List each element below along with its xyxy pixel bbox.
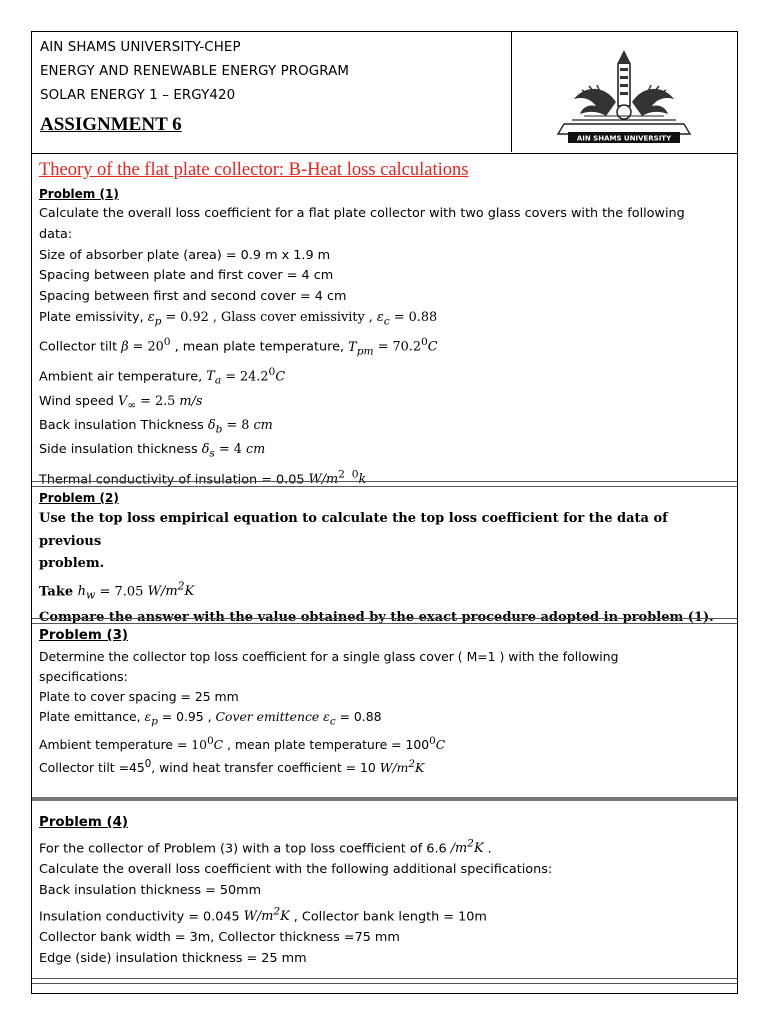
text-segment: = 0.92 , Glass cover emissivity ,	[161, 309, 377, 325]
text-segment: = 4	[214, 442, 246, 458]
math-symbol: $W/m^2K$	[147, 579, 195, 599]
text-segment: , Collector bank length = 10m	[289, 908, 487, 924]
text-segment: = 0.88	[335, 708, 382, 724]
math-symbol: $T_{pm}$	[348, 339, 374, 358]
logo-banner-text: AIN SHAMS UNIVERSITY	[576, 134, 672, 143]
section-1	[39, 157, 729, 491]
header	[32, 32, 737, 154]
problem-1-line	[39, 392, 729, 416]
math-symbol: cm	[245, 442, 266, 458]
math-symbol: $\varepsilon_c$	[323, 708, 336, 728]
problem-4-line: Back insulation thickness = 50mm	[39, 882, 262, 898]
text-segment: Wind speed	[39, 393, 118, 409]
text-segment: For the collector of Problem (3) with a top loss coefficient of 6.6	[39, 841, 451, 857]
text-segment: = 70.2	[373, 339, 421, 355]
problem-1-line	[39, 440, 729, 464]
section-3	[39, 625, 729, 778]
text-segment: = 24.2	[221, 369, 269, 385]
assignment-title: ASSIGNMENT 6	[40, 114, 182, 135]
text-segment: = 20	[128, 339, 164, 355]
text-segment: = 0.88	[389, 309, 438, 325]
problem-3-line: specifications:	[39, 668, 128, 684]
math-symbol: 0	[268, 364, 276, 378]
math-symbol: 0	[144, 758, 152, 771]
math-symbol: cm	[253, 417, 273, 433]
problem-1-line: Spacing between plate and first cover = 4 cm	[39, 268, 334, 284]
text-segment: Back insulation Thickness	[39, 417, 208, 433]
math-symbol: $\varepsilon_c$	[376, 309, 390, 328]
header-text	[40, 36, 510, 136]
problem-3-line: Determine the collector top loss coefficient for a single glass cover ( M=1 ) with the following	[39, 649, 619, 664]
problem-1-line	[39, 308, 729, 332]
math-symbol: $W/m^2K$	[379, 758, 425, 776]
text-segment: Insulation conductivity = 0.045	[39, 908, 244, 924]
text-segment: Collector tilt =45	[39, 760, 145, 776]
text-segment: .	[483, 841, 492, 857]
math-symbol: $W/m^{2 0}k$	[308, 467, 367, 487]
math-symbol: $/m^2K$	[450, 837, 484, 857]
section-divider	[32, 481, 737, 487]
problem-1-line	[39, 332, 729, 362]
text-segment: = 0.95 ,	[157, 708, 216, 724]
math-symbol: $W/m^2K$	[243, 904, 290, 924]
math-symbol: m/s	[179, 393, 203, 409]
problem-4-line: Calculate the overall loss coefficient with the following additional specifications:	[39, 862, 553, 878]
text-segment: , mean plate temperature,	[170, 339, 349, 355]
text-segment: , mean plate temperature = 100	[223, 737, 430, 753]
text-segment: Thermal conductivity of insulation = 0.05	[39, 471, 309, 487]
math-symbol: C	[427, 339, 438, 355]
problem-1-line: Size of absorber plate (area) = 0.9 m x 1.9 m	[39, 247, 331, 263]
math-symbol: C	[275, 369, 286, 385]
problem-3-heading: Problem (3)	[39, 628, 129, 643]
problem-2-line	[39, 576, 729, 607]
problem-3-line: Plate to cover spacing = 25 mm	[39, 688, 239, 704]
section-divider	[32, 978, 737, 984]
page-title: Theory of the flat plate collector: B-Heat loss calculations	[39, 160, 469, 180]
math-symbol: 0	[163, 335, 171, 349]
math-symbol: $\delta_b$	[207, 417, 223, 436]
section-2	[39, 488, 729, 629]
problem-1-line: Calculate the overall loss coefficient for a flat plate collector with two glass covers with the following	[39, 206, 685, 221]
math-symbol: $\varepsilon_p$	[144, 708, 158, 728]
program-name: ENERGY AND RENEWABLE ENERGY PROGRAM	[40, 64, 350, 79]
problem-1-heading: Problem (1)	[39, 187, 119, 201]
document-frame	[31, 31, 738, 994]
math-symbol: $\varepsilon_p$	[147, 309, 162, 328]
section-divider	[32, 618, 737, 624]
text-segment: Ambient temperature =	[39, 737, 192, 753]
problem-1-line: data:	[39, 226, 73, 242]
course-name: SOLAR ENERGY 1 – ERGY420	[40, 88, 236, 103]
problem-2-line: Use the top loss empirical equation to calculate the top loss coefficient for the data of previous	[39, 511, 668, 549]
section-4	[39, 812, 729, 969]
text-segment: Plate emissivity,	[39, 309, 148, 325]
math-symbol: $10^0C$	[191, 735, 224, 753]
problem-4-heading: Problem (4)	[39, 815, 129, 830]
math-symbol: $h_w$	[77, 583, 96, 602]
logo-cell	[511, 32, 737, 152]
text-segment: , wind heat transfer coefficient = 10	[151, 760, 380, 776]
problem-4-line: Collector bank width = 3m, Collector thickness =75 mm	[39, 929, 400, 945]
problem-2-heading: Problem (2)	[39, 491, 119, 505]
university-name: AIN SHAMS UNIVERSITY-CHEP	[40, 40, 241, 55]
problem-2-line: problem.	[39, 556, 105, 571]
problem-1-line	[39, 416, 729, 440]
text-segment: = 7.05	[95, 583, 148, 599]
math-symbol: 0	[421, 335, 428, 349]
university-logo	[544, 44, 704, 144]
text-segment: Ambient air temperature,	[39, 369, 207, 385]
problem-3-line	[39, 732, 729, 755]
math-symbol: $T_a$	[206, 369, 222, 387]
text-segment: = 2.5	[136, 393, 180, 409]
problem-3-line	[39, 707, 729, 732]
problem-1-line: Spacing between first and second cover = 4 cm	[39, 289, 347, 305]
text-segment: Collector tilt	[39, 339, 122, 355]
math-symbol: $V_\infty$	[117, 393, 137, 412]
text-segment: Cover emittence	[215, 708, 324, 724]
problem-3-line	[39, 755, 729, 778]
problem-4-line: Edge (side) insulation thickness = 25 mm	[39, 950, 307, 966]
problem-2-line: Compare the answer with the value obtained by the exact procedure adopted in problem (1).	[39, 609, 714, 625]
math-symbol: 0	[429, 735, 436, 748]
problem-4-line	[39, 902, 729, 928]
text-segment: Side insulation thickness	[39, 442, 202, 458]
text-segment: Take	[39, 583, 78, 599]
math-symbol: β	[121, 339, 129, 355]
math-symbol: $\delta_s$	[201, 442, 215, 460]
text-segment: = 8	[222, 417, 254, 433]
problem-4-line	[39, 834, 729, 860]
section-divider	[32, 797, 737, 801]
problem-1-line	[39, 362, 729, 392]
text-segment: Plate emittance,	[39, 708, 145, 724]
math-symbol: C	[435, 737, 446, 753]
